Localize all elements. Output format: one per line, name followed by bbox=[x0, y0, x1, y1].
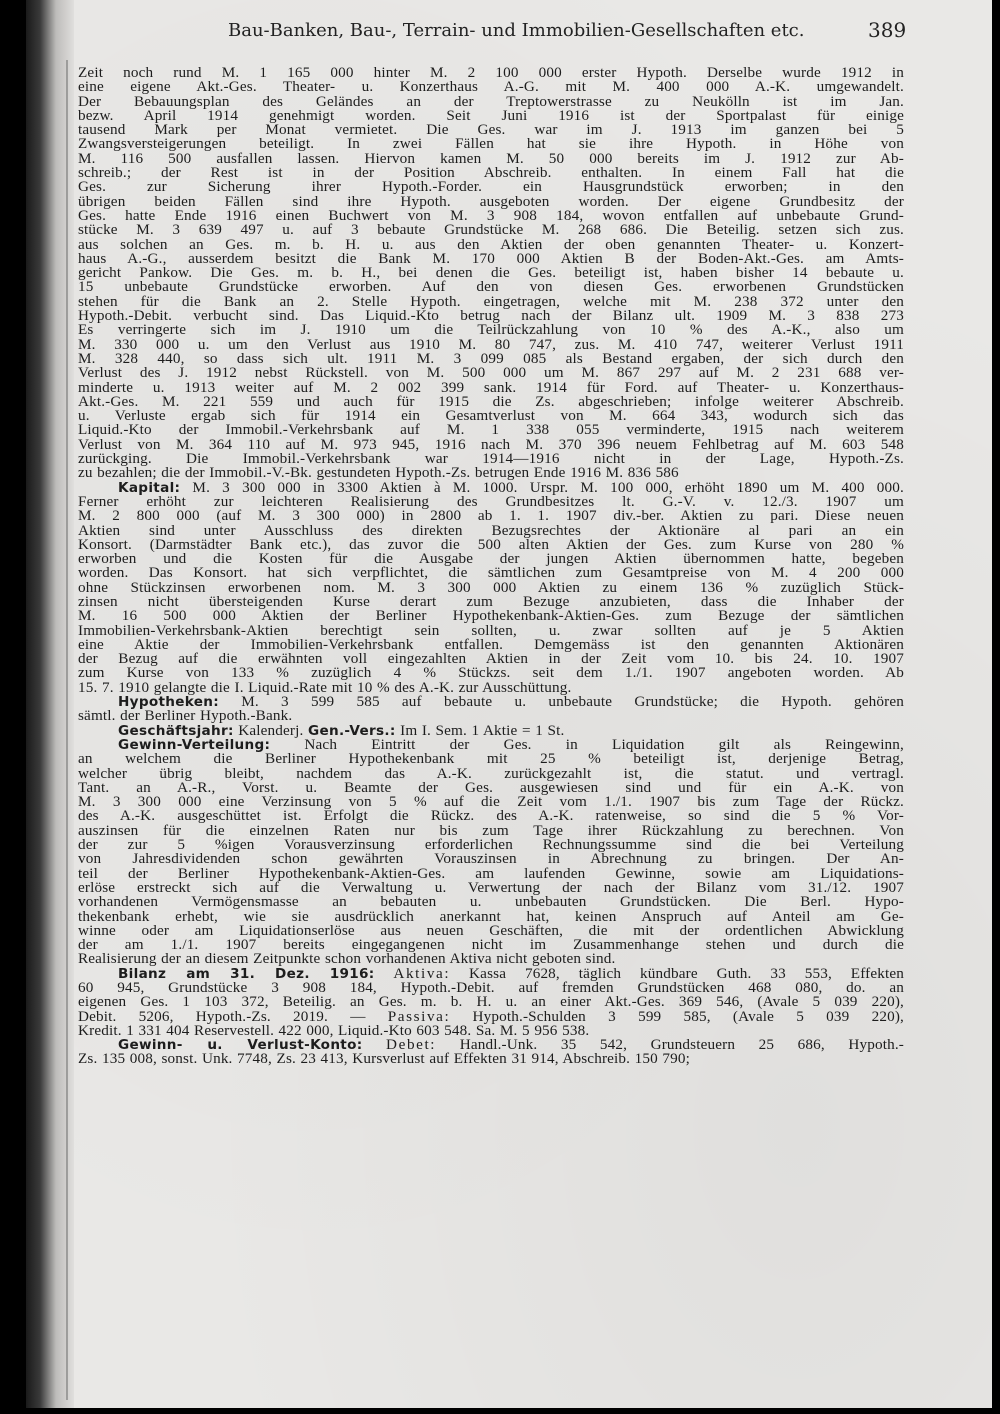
text-line: zurückging. Die Immobil.-Verkehrsbank war 1914—1916 nicht in der Lage, Hypoth.-Zs. bbox=[78, 452, 904, 467]
text-line: von Jahresdividenden schon gewährten Vorauszinsen in Abrechnung zu bringen. Der An- bbox=[78, 852, 904, 867]
text-line: Aktien sind unter Ausschluss des direkten Bezugsrechtes der Aktionäre al pari an ein bbox=[78, 523, 904, 538]
spaced-word: Debet: bbox=[386, 1038, 437, 1053]
text-line: Gewinn- u. Verlust-Konto: Debet: Handl.-Unk. 35 542, Grundsteuern 25 686, Hypoth.- bbox=[118, 1038, 904, 1053]
text-line: Liquid.-Kto der Immobil.-Verkehrsbank auf M. 1 338 055 verminderte, 1915 nach weiterem bbox=[78, 423, 904, 438]
text-line: u. Verluste ergab sich für 1914 ein Gesamtverlust von M. 664 343, wodurch sich das bbox=[78, 409, 904, 424]
text-line: minderte u. 1913 weiter auf M. 2 002 399 sank. 1914 für Ford. auf Theater- u. Konzerthaus- bbox=[78, 380, 904, 395]
text-line: zu bezahlen; die der Immobil.-V.-Bk. gestundeten Hypoth.-Zs. betrugen Ende 1916 M. 836 586 bbox=[78, 466, 679, 481]
text-line: Tant. an A.-R., Vorst. u. Beamte der Ges. ausgewiesen sind und für ein A.-K. von bbox=[78, 780, 904, 796]
text-line: Debit. 5206, Hypoth.-Zs. 2019. — Passiva: Hypoth.-Schulden 3 599 585, (Avale 5 039 220), bbox=[78, 1009, 904, 1024]
text-line: Zwangsversteigerungen beteiligt. In zwei Fällen hat sie ihre Hypoth. in Höhe von bbox=[78, 137, 904, 152]
text-line: eine eigene Akt.-Ges. Theater- u. Konzerthaus A.-G. mit M. 400 000 A.-K. umgewandelt. bbox=[78, 80, 904, 95]
text-line: M. 330 000 u. um den Verlust aus 1910 M. 80 747, zus. M. 410 747, weiterer Verlust 1911 bbox=[78, 337, 904, 352]
text-line: M. 328 440, so dass sich ult. 1911 M. 3 099 085 als Bestand ergaben, der sich durch den bbox=[78, 351, 904, 367]
text-line: Ges. zur Sicherung ihrer Hypoth.-Forder. ein Hausgrundstück erworben; in den bbox=[78, 180, 904, 195]
text-line: sämtl. der Berliner Hypoth.-Bank. bbox=[78, 709, 293, 724]
text-line: 15 unbebaute Grundstücke erworben. Auf den von diesen Ges. erworbenen Grundstücken bbox=[78, 280, 904, 295]
text-line: gericht Pankow. Die Ges. m. b. H., bei denen die Ges. beteiligt ist, haben bisher 14 bebaute u. bbox=[78, 266, 904, 281]
text-line: Zs. 135 008, sonst. Unk. 7748, Zs. 23 413, Kursverlust auf Effekten 31 914, Abschreib. 150 790; bbox=[78, 1052, 691, 1067]
text-line: 15. 7. 1910 gelangte die I. Liquid.-Rate mit 10 % des A.-K. zur Ausschüttung. bbox=[78, 680, 572, 696]
spaced-word: Passiva: bbox=[387, 1009, 451, 1024]
section-label: Kapital: bbox=[118, 480, 181, 495]
text-line: zinsen nicht übersteigenden Kurse derart zum Bezuge anzubieten, dass die Inhaber der bbox=[78, 594, 904, 610]
text-line: schreib.; der Rest ist in der Position Abschreib. enthalten. In einem Fall hat die bbox=[78, 166, 904, 181]
text-line: zum Kurse von 133 % zuzüglich 4 % Stückzs. seit dem 1./1. 1907 angeboten worden. Ab bbox=[78, 666, 904, 681]
text-line: ohne Stückzinsen erworbenen nom. M. 3 300 000 Aktien zu einem 136 % zuzüglich Stück- bbox=[78, 580, 904, 595]
section-label: Geschäftsjahr: bbox=[118, 723, 234, 738]
text-line: Es verringerte sich im J. 1910 um die Teilrückzahlung von 10 % des A.-K., also um bbox=[78, 323, 904, 338]
text-line: übrigen beiden Fällen sind ihre Hypoth. ausgeboten worden. Der eigene Grundbesitz der bbox=[78, 194, 904, 209]
text-line: Verlust von M. 364 110 auf M. 973 945, 1916 nach M. 370 396 neuem Fehlbetrag auf M. 603 548 bbox=[78, 437, 904, 453]
text-line: Immobilien-Verkehrsbank-Aktien berechtigt sein sollten, u. zwar sollten auf je 5 Aktien bbox=[78, 623, 904, 638]
section-label: Hypotheken: bbox=[118, 695, 220, 710]
text-line: stücke M. 3 639 497 u. auf 3 bebaute Grundstücke M. 268 686. Die Beteilig. setzen sich zus. bbox=[78, 223, 904, 238]
spaced-word: Aktiva: bbox=[393, 966, 451, 981]
text-line: M. 16 500 000 Aktien der Berliner Hypothekenbank-Aktien-Ges. zum Bezuge der sämtlichen bbox=[78, 609, 904, 624]
text-line: Ges. hatte Ende 1916 einen Buchwert von M. 3 908 184, wovon entfallen auf unbebaute Grund- bbox=[78, 208, 904, 224]
text-line: aus solchen an Ges. m. b. H. u. aus den Aktien der oben genannten Theater- u. Konzert- bbox=[78, 237, 904, 252]
text-line: Zeit noch rund M. 1 165 000 hinter M. 2 100 000 erster Hypoth. Derselbe wurde 1912 in bbox=[78, 66, 904, 81]
text-line: der Bezug auf die erwähnten voll eingezahlten Aktien in der Zeit vom 10. bis 24. 10. 1907 bbox=[78, 652, 904, 667]
section-label: Bilanz am 31. Dez. 1916: bbox=[118, 966, 375, 981]
text-line: Konsort. (Darmstädter Bank etc.), das zuvor die 500 alten Aktien der Ges. zum Kurse von 280 % bbox=[78, 537, 904, 553]
text-line: erlöse erstreckt sich auf die Verwaltung u. Verwertung der nach der Bilanz vom 31./12. 1907 bbox=[78, 880, 904, 896]
text-line: Hypoth.-Debit. verbucht sind. Das Liquid.-Kto betrug nach der Bilanz ult. 1909 M. 3 838 273 bbox=[78, 309, 904, 324]
text-line: eine Aktie der Immobilien-Verkehrsbank entfallen. Demgemäss ist den genannten Aktionären bbox=[78, 637, 904, 653]
text-line: 60 945, Grundstücke 3 908 184, Hypoth.-Debit. auf fremden Grundstücken 468 080, do. an bbox=[78, 981, 904, 996]
section-label: Gewinn- u. Verlust-Konto: bbox=[118, 1038, 363, 1053]
text-line: welcher übrig bleibt, nachdem das A.-K. zurückgezahlt ist, die statut. und vertragl. bbox=[78, 766, 904, 781]
text-line: vorhandenen Vermögensmasse an bebauten u. unbebauten Grundstücken. Die Berl. Hypo- bbox=[78, 895, 904, 910]
page-sheet bbox=[26, 0, 992, 1408]
text-line: winne oder am Liquidationserlöse aus neuen Geschäften, die mit der ordentlichen Abwicklung bbox=[78, 923, 904, 939]
text-line: Ferner erhöht zur leichteren Realisierung des Grundbesitzes lt. G.-V. v. 12./3. 1907 um bbox=[78, 494, 904, 510]
text-line: teil der Berliner Hypothekenbank-Aktien-Ges. am laufenden Gewinne, sowie am Liquidations- bbox=[78, 866, 904, 881]
text-line: des A.-K. ausgeschüttet ist. Erfolgt die Rückz. des A.-K. ratenweise, so sind die 5 % Vor- bbox=[78, 809, 904, 824]
text-line: stehen für die Bank an 2. Stelle Hypoth. eingetragen, welche mit M. 238 372 unter den bbox=[78, 294, 904, 310]
text-line: M. 3 300 000 eine Verzinsung von 5 % auf die Zeit vom 1./1. 1907 bis zum Tage der Rückz. bbox=[78, 795, 904, 810]
text-line: worden. Das Konsort. hat sich verpflichtet, die sämtlichen zum Gesamtpreise von M. 4 200 000 bbox=[78, 566, 904, 581]
text-line: der am 1./1. 1907 bereits eingegangenen nicht im Zusammenhange stehen und durch die bbox=[78, 938, 904, 953]
text-line: Verlust des J. 1912 nebst Rückstell. von M. 500 000 um M. 867 297 auf M. 2 231 688 ver- bbox=[78, 366, 904, 381]
body-text bbox=[78, 66, 904, 1067]
text-line: Kapital: M. 3 300 000 in 3300 Aktien à M. 1000. Urspr. M. 100 000, erhöht 1890 um M. 400 000. bbox=[118, 480, 904, 495]
text-line: Realisierung der an diesem Zeitpunkte schon vorhandenen Aktiva nicht geboten sind. bbox=[78, 952, 616, 967]
header-title: Bau-Banken, Bau-, Terrain- und Immobilien-Gesellschaften etc. bbox=[228, 20, 805, 41]
section-label: Gen.-Vers.: bbox=[308, 723, 396, 738]
text-line: der zur 5 %igen Vorausverzinsung erforderlichen Rechnungssumme sind die bei Verteilung bbox=[78, 838, 904, 853]
text-line: Der Bebauungsplan des Geländes an der Treptowerstrasse zu Neukölln ist im Jan. bbox=[78, 94, 904, 109]
text-line: Bilanz am 31. Dez. 1916: Aktiva: Kassa 7628, täglich kündbare Guth. 33 553, Effekten bbox=[118, 966, 904, 981]
text-line: thekenbank erhebt, wie sie ausdrücklich anerkannt hat, keinen Anspruch auf Anteil am Ge- bbox=[78, 909, 904, 924]
text-line: eigenen Ges. 1 103 372, Beteilig. an Ges. m. b. H. u. an einer Akt.-Ges. 369 546, (Avale 5 039 220), bbox=[78, 995, 904, 1010]
text-line: tausend Mark per Monat vermietet. Die Ges. war im J. 1913 im ganzen bei 5 bbox=[78, 123, 904, 138]
text-line: Geschäftsjahr: Kalenderj. Gen.-Vers.: Im I. Sem. 1 Aktie = 1 St. bbox=[118, 723, 565, 738]
text-line: erworben und die Kosten für die Ausgabe der jungen Aktien übernommen hatte, begeben bbox=[78, 552, 904, 567]
text-line: Akt.-Ges. M. 221 559 und auch für 1915 die Zs. abgeschrieben; infolge weiterer Abschreib. bbox=[78, 394, 904, 410]
text-line: M. 116 500 ausfallen lassen. Hiervon kamen M. 50 000 bereits im J. 1912 zur Ab- bbox=[78, 151, 904, 167]
text-line: Kredit. 1 331 404 Reservestell. 422 000, Liquid.-Kto 603 548. Sa. M. 5 956 538. bbox=[78, 1023, 590, 1039]
text-line: an welchem die Berliner Hypothekenbank mit 25 % beteiligt ist, derjenige Betrag, bbox=[78, 752, 904, 767]
text-line: bezw. April 1914 genehmigt worden. Seit Juni 1916 ist der Sportpalast für einige bbox=[78, 108, 904, 124]
text-line: Hypotheken: M. 3 599 585 auf bebaute u. unbebaute Grundstücke; die Hypoth. gehören bbox=[118, 695, 904, 710]
running-header bbox=[206, 16, 886, 48]
section-label: Gewinn-Verteilung: bbox=[118, 737, 271, 753]
text-line: haus A.-G., ausserdem besitzt die Bank M. 170 000 Aktien B der Boden-Akt.-Ges. am Amts- bbox=[78, 251, 904, 267]
text-line: M. 2 800 000 (auf M. 3 300 000) in 2800 ab 1. 1. 1907 div.-ber. Aktien zu pari. Diese neuen bbox=[78, 509, 904, 524]
text-line: Gewinn-Verteilung: Nach Eintritt der Ges. in Liquidation gilt als Reingewinn, bbox=[118, 737, 904, 753]
gutter-fold-line bbox=[66, 60, 68, 1400]
page-number: 389 bbox=[868, 18, 907, 42]
text-line: auszinsen für die einzelnen Raten nur bis zum Tage ihrer Rückzahlung zu berechnen. Von bbox=[78, 823, 904, 839]
